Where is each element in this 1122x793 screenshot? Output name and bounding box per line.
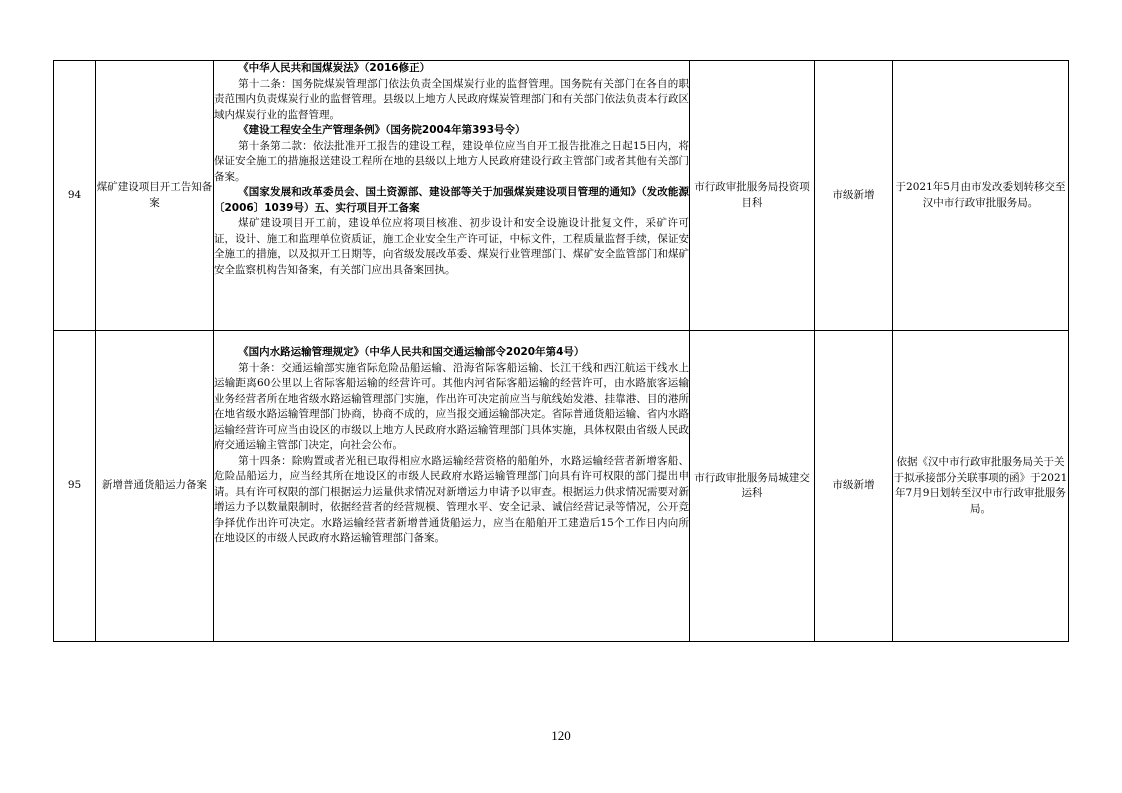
law-title: 《国家发展和改革委员会、国土资源部、建设部等关于加强煤炭建设项目管理的通知》（发改能源〔2006〕1039号）五、实行项目开工备案 bbox=[214, 186, 689, 214]
responsible-department: 市行政审批服务局城建交运科 bbox=[690, 331, 815, 642]
item-number: 95 bbox=[54, 331, 96, 642]
page-number: 120 bbox=[551, 728, 571, 743]
law-title: 《中华人民共和国煤炭法》（2016修正） bbox=[238, 62, 431, 74]
change-type: 市级新增 bbox=[815, 61, 893, 331]
legal-basis bbox=[214, 331, 690, 642]
table-row bbox=[54, 61, 1069, 331]
table-row bbox=[54, 331, 1069, 642]
law-clause: 第十条第二款：依法批准开工报告的建设工程，建设单位应当自开工报告批准之日起15日内，将保证安全施工的措施报送建设工程所在地的县级以上地方人民政府建设行政主管部门或者其他有关部门备案。 bbox=[214, 139, 689, 183]
remarks: 于2021年5月由市发改委划转移交至汉中市行政审批服务局。 bbox=[893, 61, 1069, 331]
law-clause: 第十二条：国务院煤炭管理部门依法负责全国煤炭行业的监督管理。国务院有关部门在各自的职责范围内负责煤炭行业的监督管理。县级以上地方人民政府煤炭管理部门和有关部门依法负责本行政区域内煤炭行业的监督管理。 bbox=[214, 77, 689, 121]
law-clause: 第十条：交通运输部实施省际危险品船运输、沿海省际客船运输、长江干线和西江航运干线水上运输距离60公里以上省际客船运输的经营许可。其他内河省际客船运输的经营许可，由水路旅客运输业务经营者所在地省级水路运输管理部门实施，作出许可决定前应当与航线始发港、挂靠港、目的港所在地省级水路运输管理部门协商，协商不成的，应当报交通运输部决定。省际普通货船运输、省内水路运输经营许可应当由设区的市级以上地方人民政府水路运输管理部门具体实施，具体权限由省级人民政府交通运输主管部门决定，向社会公布。 bbox=[214, 361, 689, 451]
law-title: 《建设工程安全生产管理条例》（国务院2004年第393号令） bbox=[238, 124, 526, 136]
item-name: 煤矿建设项目开工告知备案 bbox=[96, 61, 214, 331]
law-clause: 第十四条：除购置或者光租已取得相应水路运输经营资格的船舶外，水路运输经营者新增客船、危险品船运力，应当经其所在地设区的市级人民政府水路运输管理部门向具有许可权限的部门提出申请。具有许可权限的部门根据运力运量供求情况对新增运力申请予以审查。根据运力供求情况需要对新增运力予以数量限制时，依据经营者的经营规模、管理水平、安全记录、诚信经营记录等情况，公开竞争择优作出许可决定。水路运输经营者新增普通货船运力，应当在船舶开工建造后15个工作日内向所在地设区的市级人民政府水路运输管理部门备案。 bbox=[214, 454, 689, 544]
remarks: 依据《汉中市行政审批服务局关于关于拟承接部分关联事项的函》于2021年7月9日划转至汉中市行政审批服务局。 bbox=[893, 331, 1069, 642]
law-clause: 煤矿建设项目开工前，建设单位应将项目核准、初步设计和安全设施设计批复文件，采矿许可证，设计、施工和监理单位资质证，施工企业安全生产许可证，中标文件，工程质量监督手续，保证安全施工的措施，以及拟开工日期等，向省级发展改革委、煤炭行业管理部门、煤矿安全监管部门和煤矿安全监察机构告知备案，有关部门应出具备案回执。 bbox=[214, 217, 689, 276]
responsible-department: 市行政审批服务局投资项目科 bbox=[690, 61, 815, 331]
item-number: 94 bbox=[54, 61, 96, 331]
item-name: 新增普通货船运力备案 bbox=[96, 331, 214, 642]
legal-basis bbox=[214, 61, 690, 331]
items-table bbox=[53, 60, 1069, 642]
law-title: 《国内水路运输管理规定》（中华人民共和国交通运输部令2020年第4号） bbox=[238, 346, 585, 358]
change-type: 市级新增 bbox=[815, 331, 893, 642]
